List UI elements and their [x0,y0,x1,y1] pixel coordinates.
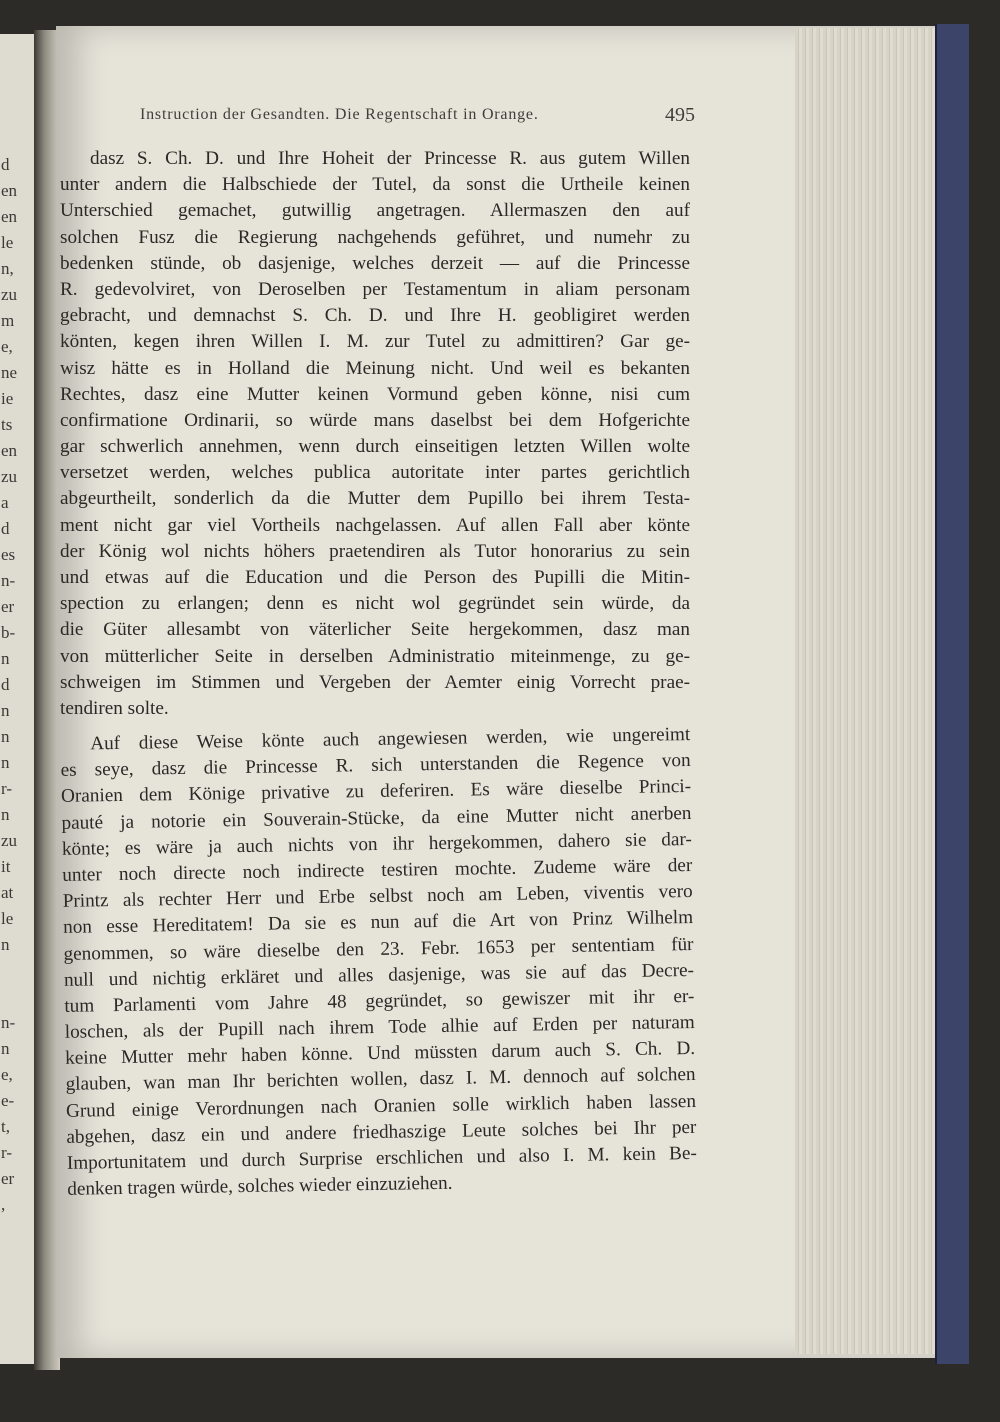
left-page-fragment: n- [1,571,16,590]
left-page-fragment: it [1,857,11,876]
text-line: confirmatione Ordinarii, so würde mans daselbst bei dem Hofgerichte [60,409,690,431]
text-line: der König wol nichts höhers praetendiren als Tutor honorarius zu sein [60,540,690,562]
text-line: Grund einige Verordnungen nach Oranien solle wirklich haben lassen [65,1090,697,1122]
text-line: Auf diese Weise könte auch angewiesen werden, wie ungereimt [90,724,691,755]
text-line: solchen Fusz die Regierung nachgehends geführet, und numehr zu [60,226,690,248]
left-page-fragment: es [1,545,16,564]
left-page-fragment: en [1,181,18,200]
left-page-fragment: r- [1,1143,12,1162]
text-line: wisz hätte es in Holland die Meinung nicht. Und weil es bekanten [60,357,690,379]
text-line: genommen, so wäre dieselbe den 23. Febr. 1653 per sententiam für [63,933,694,965]
text-line: unter andern die Halbschiede der Tutel, da sonst die Urtheile keinen [60,174,690,196]
text-line: null und nichtig erkläret und alles dasjenige, was sie auf das Decre- [63,959,695,991]
body-text [60,146,697,1201]
text-line: unter noch directe noch indirecte testiren mochte. Zudeme wäre der [62,855,693,886]
paragraph [60,722,697,1203]
left-page-fragment: t, [1,1117,10,1136]
text-line: Oranien dem Könige privative zu deferiren. Es wäre dieselbe Princi- [60,776,692,808]
book-cover-edge [935,24,969,1364]
text-line: denken tragen würde, solches wieder einzuziehen. [67,1173,453,1201]
text-line: dasz S. Ch. D. und Ihre Hoheit der Princesse R. aus gutem Willen [90,148,690,169]
text-line: Importunitatem und durch Surprise erschlichen und also I. M. kein Be- [66,1143,697,1174]
text-line: abgeurtheilt, sonderlich da die Mutter dem Pupillo bei ihrem Testa- [60,488,690,510]
left-page-fragment: ie [1,389,14,408]
left-page-fragment: r- [1,779,12,798]
text-line: versetzet werden, welches publica autoritate inter partes gerichtlich [60,462,690,484]
text-line: glauben, wan man Ihr berichten wollen, dasz I. M. dennoch auf solchen [65,1064,696,1096]
paragraph [60,146,690,722]
left-page-fragment: ne [1,363,18,382]
left-page-fragment: ts [1,415,13,434]
text-line: abgehen, dasz ein und andere friedhaszige Leute solches bei Ihr per [66,1116,697,1148]
left-page-fragment: d [1,675,10,694]
left-page-fragment: a [1,493,9,512]
text-line: Printz als rechter Herr und Erbe selbst noch am Leben, viventis vero [62,881,693,913]
left-page-fragment: en [1,441,18,460]
text-line: die Güter allesambt von väterlicher Seite hergekommen, dasz man [60,619,690,641]
left-page-fragment: e- [1,1091,15,1110]
text-line: Unterschied gemachet, gutwillig angetragen. Allermaszen den auf [60,200,690,222]
text-line: gebracht, und demnachst S. Ch. D. und Ihre H. geobligiret werden [60,305,690,327]
left-page-fragment: d [1,519,10,538]
left-page-fragment: zu [1,467,18,486]
page-number: 495 [665,104,695,126]
text-line: und etwas auf die Education und die Person des Pupilli die Mitin- [60,567,690,588]
text-line: Rechtes, dasz eine Mutter keinen Vormund geben könne, nisi cum [60,383,690,405]
text-line: es seye, dasz die Princesse R. sich unterstanden die Regence von [60,750,691,782]
text-line: ment nicht gar viel Vortheils nachgelassen. Auf allen Fall aber könte [60,514,690,536]
left-page-fragment: le [1,233,14,252]
left-page-fragment: d [1,155,10,174]
text-line: von mütterlicher Seite in derselben Administratio miteinmenge, zu ge- [60,645,690,667]
left-page-fragment: er [1,1169,15,1188]
left-page-fragment: n [1,649,10,668]
text-line: pauté ja notorie ein Souverain-Stücke, da eine Mutter nicht anerben [61,802,692,834]
text-line: bedenken stünde, ob dasjenige, welches derzeit — auf die Princesse [60,252,690,274]
left-page-fragment: n [1,701,10,720]
left-page-fragment: b- [1,623,16,642]
left-page-fragment: n [1,805,10,824]
left-page-fragment: zu [1,285,18,304]
left-page-fragment: n [1,1039,10,1058]
text-line: non esse Hereditatem! Da sie es nun auf die Art von Prinz Wilhelm [62,907,694,939]
text-line: könten, kegen ihren Willen I. M. zur Tutel zu admittiren? Gar ge- [60,331,690,353]
left-page-fragment: le [1,909,14,928]
text-line: R. gedevolviret, von Deroselben per Testamentum in aliam personam [60,278,690,300]
running-title: Instruction der Gesandten. Die Regentschaft in Orange. [140,106,539,123]
left-page-fragment: er [1,597,15,616]
left-page-fragment: n- [1,1013,16,1032]
text-line: könte; es wäre ja auch nichts von ihr hergekommen, dahero sie dar- [61,828,693,860]
left-page-fragment: e, [1,1065,13,1084]
text-line: loschen, als der Pupill nach ihrem Tode alhie auf Erden per naturam [64,1012,695,1044]
left-page-fragment: n [1,935,10,954]
left-page-fragment: n [1,727,10,746]
running-header [140,104,695,132]
left-page-fragment: n, [1,259,14,278]
left-page-fragment: m [1,311,15,330]
page-stack-edges [795,28,945,1354]
text-line: schweigen im Stimmen und Vergeben der Aemter einig Vorrecht prae- [60,671,690,693]
left-page-fragment: e, [1,337,13,356]
text-line: keine Mutter mehr haben könne. Und müssten darum auch S. Ch. D. [65,1038,696,1070]
left-page-fragment: n [1,753,10,772]
left-page-fragment: at [1,883,14,902]
text-line: tendiren solte. [60,697,169,719]
left-page-fragment: , [1,1195,6,1214]
left-page-fragment: zu [1,831,18,850]
text-line: gar schwerlich annehmen, wenn durch einseitigen letzten Willen wolte [60,436,690,458]
text-line: spection zu erlangen; denn es nicht wol gegründet sein würde, da [60,593,690,615]
text-line: tum Parlamenti vom Jahre 48 gegründet, so gewiszer mit ihr er- [64,985,695,1017]
left-page-fragment: en [1,207,18,226]
left-page-edge [0,34,37,1364]
